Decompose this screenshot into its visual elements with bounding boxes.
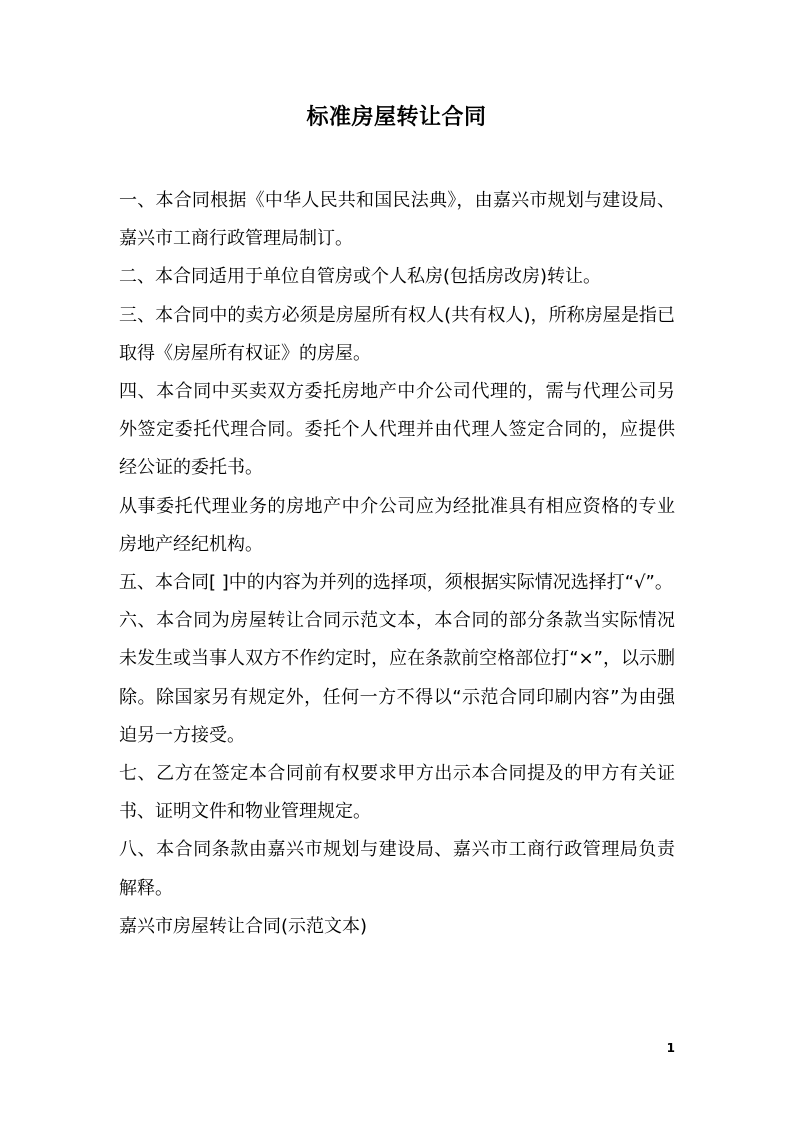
- document-title: 标准房屋转让合同: [306, 105, 487, 130]
- paragraph-10: 嘉兴市房屋转让合同(示范文本): [119, 915, 368, 937]
- paragraph-7: 六、本合同为房屋转让合同示范文本，本合同的部分条款当实际情况未发生或当事人双方不作约定时，应在条款前空格部位打“×”，以示删除。除国家另有规定外，任何一方不得以“示范合同印刷内容”为由强迫另一方接受。: [119, 610, 675, 746]
- paragraph-5: 从事委托代理业务的房地产中介公司应为经批准具有相应资格的专业房地产经纪机构。: [119, 495, 675, 555]
- paragraph-4: 四、本合同中买卖双方委托房地产中介公司代理的，需与代理公司另外签定委托代理合同。委托个人代理并由代理人签定合同的，应提供经公证的委托书。: [119, 381, 675, 479]
- paragraph-8: 七、乙方在签定本合同前有权要求甲方出示本合同提及的甲方有关证书、证明文件和物业管理规定。: [119, 763, 675, 823]
- paragraph-2: 二、本合同适用于单位自管房或个人私房(包括房改房)转让。: [119, 266, 602, 288]
- paragraph-6: 五、本合同[ ]中的内容为并列的选择项，须根据实际情况选择打“√”。: [119, 572, 673, 594]
- page-number: 1: [666, 1041, 675, 1055]
- document-body: [119, 182, 675, 946]
- paragraph-3: 三、本合同中的卖方必须是房屋所有权人(共有权人)，所称房屋是指已取得《房屋所有权证》的房屋。: [119, 304, 675, 364]
- paragraph-9: 八、本合同条款由嘉兴市规划与建设局、嘉兴市工商行政管理局负责解释。: [119, 839, 675, 899]
- paragraph-1: 一、本合同根据《中华人民共和国民法典》，由嘉兴市规划与建设局、嘉兴市工商行政管理局制订。: [119, 190, 675, 250]
